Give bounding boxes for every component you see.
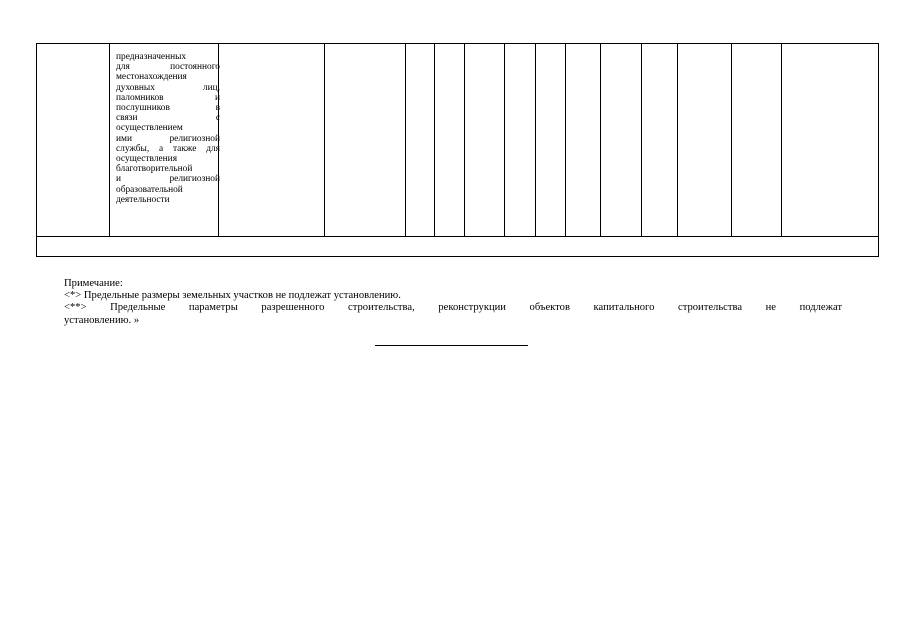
cell-line: деятельности <box>116 194 170 205</box>
column-divider <box>641 44 642 236</box>
cell-line: осуществлением <box>116 123 183 134</box>
column-divider <box>731 44 732 236</box>
note-line-2: <**> Предельные параметры разрешенного строительства, реконструкции объектов капитального строительства не подлежат <box>64 302 842 314</box>
column-divider <box>324 44 325 236</box>
note-block <box>64 278 842 327</box>
column-divider <box>535 44 536 236</box>
cell-line: осуществления <box>116 154 178 165</box>
cell-line: для постоянного <box>116 62 220 73</box>
column-divider <box>600 44 601 236</box>
note-line-2-end: установлению. » <box>64 314 140 326</box>
cell-line: ими религиозной <box>116 133 220 144</box>
footer-rule <box>375 345 528 346</box>
note-title: Примечание: <box>64 278 123 289</box>
cell-line: предназначенных <box>116 52 187 62</box>
note-line-1: <*> Предельные размеры земельных участков не подлежат установлению. <box>64 290 401 302</box>
column-divider <box>405 44 406 236</box>
column-divider <box>781 44 782 236</box>
cell-line: службы, а также для <box>116 143 220 154</box>
column-divider <box>434 44 435 236</box>
regulation-table <box>36 43 879 257</box>
column-divider <box>464 44 465 236</box>
cell-line: послушников в <box>116 103 220 114</box>
column-divider <box>504 44 505 236</box>
column-divider <box>565 44 566 236</box>
cell-line: и религиозной <box>116 174 220 185</box>
cell-line: образовательной <box>116 184 183 195</box>
column-divider <box>677 44 678 236</box>
column-divider <box>109 44 110 236</box>
cell-line: духовных лиц, <box>116 82 220 93</box>
cell-line: паломников и <box>116 92 220 103</box>
cell-line: благотворительной <box>116 164 193 175</box>
cell-line: местонахождения <box>116 72 187 83</box>
land-use-description <box>116 52 220 205</box>
row-divider <box>37 236 878 237</box>
cell-line: связи с <box>116 113 220 124</box>
